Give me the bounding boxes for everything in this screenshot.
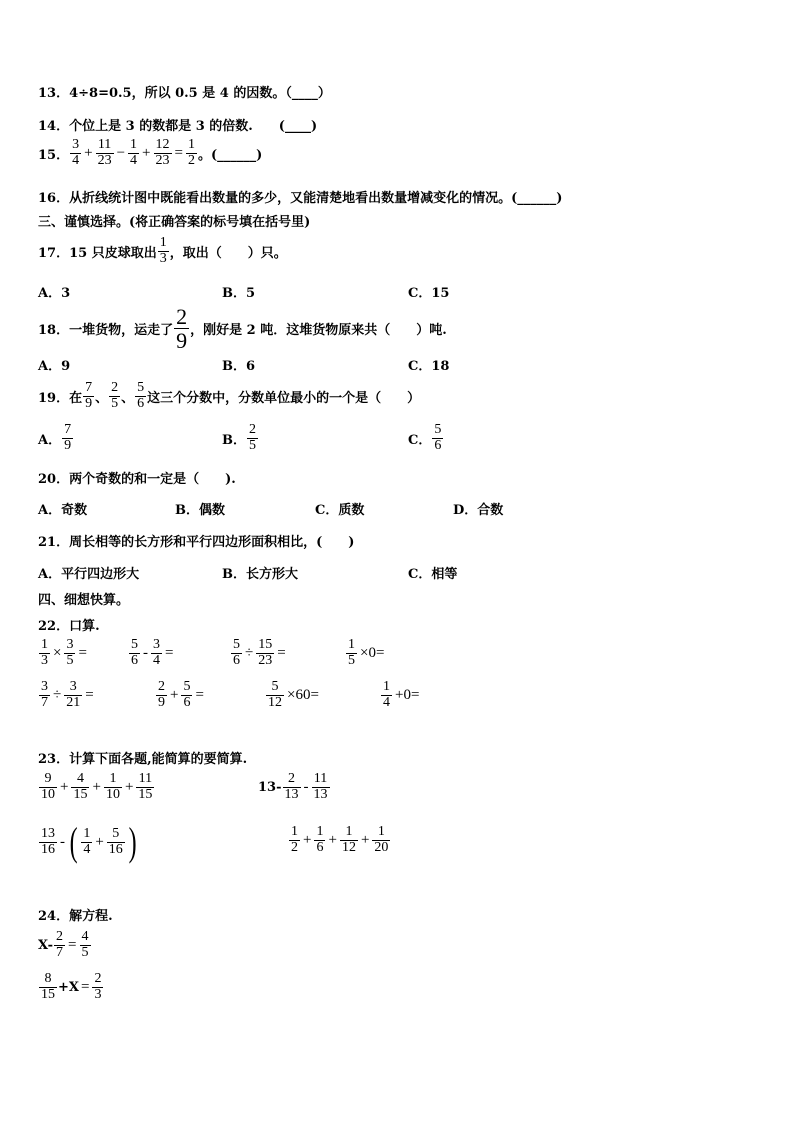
option-b[interactable]: B． $\frac{2}{5}$: [222, 422, 256, 453]
fraction: $\frac{7}{9}$: [64, 422, 72, 453]
equation-2: $\frac{8}{15}$ +X = $\frac{2}{3}$: [41, 971, 102, 1002]
oral-expr-8: $\frac{1}{4}$ +0=: [383, 679, 420, 710]
option-b[interactable]: B．长方形大: [222, 567, 298, 582]
calc-expr-3: $\frac{13}{16}$ - ( $\frac{1}{4}$ + $\frac{5}{16}$ ): [41, 819, 137, 864]
option-c[interactable]: C． $\frac{5}{6}$: [408, 422, 442, 453]
fraction: $\frac{5}{6}$: [137, 380, 145, 411]
question-19: 19．在 $\frac{7}{9}$ 、 $\frac{2}{5}$ 、 $\frac{5}{6}$ 这三个分数中，分数单位最小的一个是（ ）: [38, 380, 421, 411]
question-22: 22．口算.: [38, 619, 100, 634]
fraction: $\frac{3}{4}$: [72, 137, 80, 168]
fraction: $\frac{12}{23}$: [155, 137, 170, 168]
oral-expr-7: $\frac{5}{12}$ ×60=: [268, 679, 319, 710]
question-24: 24．解方程.: [38, 909, 113, 924]
option-b[interactable]: B．5: [222, 286, 256, 301]
question-20: 20．两个奇数的和一定是（ ).: [38, 472, 236, 487]
question-18: 18．一堆货物，运走了 $\frac{2}{9}$ ，刚好是 2 吨．这堆货物原来共（ ）吨.: [38, 304, 447, 354]
fraction: $\frac{1}{2}$: [187, 137, 195, 168]
oral-expr-6: $\frac{2}{9}$ + $\frac{5}{6}$ =: [158, 679, 204, 710]
fraction: $\frac{11}{23}$: [97, 137, 112, 168]
question-13: 13．4÷8=0.5，所以 0.5 是 4 的因数。（____）: [38, 86, 331, 101]
equation-1: X- $\frac{2}{7}$ = $\frac{4}{5}$: [38, 929, 89, 960]
option-b[interactable]: B．偶数: [175, 503, 225, 518]
question-23: 23．计算下面各题,能简算的要简算.: [38, 752, 248, 767]
option-c[interactable]: C．18: [408, 359, 450, 374]
oral-expr-3: $\frac{5}{6}$ ÷ $\frac{15}{23}$ =: [233, 637, 286, 668]
question-14: 14．个位上是 3 的数都是 3 的倍数. (____): [38, 119, 318, 134]
question-17: 17．15 只皮球取出 $\frac{1}{3}$ ，取出（ ）只。: [38, 235, 287, 266]
question-21: 21．周长相等的长方形和平行四边形面积相比，( ): [38, 535, 355, 550]
oral-expr-5: $\frac{3}{7}$ ÷ $\frac{3}{21}$ =: [41, 679, 94, 710]
calc-expr-4: $\frac{1}{2}$ + $\frac{1}{6}$ + $\frac{1}{12}$ + $\frac{1}{20}$: [291, 824, 389, 855]
option-b[interactable]: B．6: [222, 359, 256, 374]
calc-expr-1: $\frac{9}{10}$ + $\frac{4}{15}$ + $\frac{1}{10}$ + $\frac{11}{15}$: [41, 771, 153, 802]
fraction: $\frac{2}{5}$: [249, 422, 256, 453]
question-16: 16．从折线统计图中既能看出数量的多少，又能清楚地看出数量增减变化的情况。(______): [38, 191, 563, 206]
option-c[interactable]: C．相等: [408, 567, 458, 582]
option-a[interactable]: A． $\frac{7}{9}$: [38, 422, 72, 453]
option-d[interactable]: D．合数: [453, 503, 504, 518]
option-a[interactable]: A．平行四边形大: [38, 567, 140, 582]
fraction: $\frac{1}{3}$: [159, 235, 167, 266]
fraction: $\frac{1}{4}$: [130, 137, 138, 168]
fraction: $\frac{2}{9}$: [176, 304, 188, 354]
calc-expr-2: 13- $\frac{2}{13}$ - $\frac{11}{13}$: [258, 771, 328, 802]
question-15: 15． $\frac{3}{4}$ + $\frac{11}{23}$ − $\frac{1}{4}$ + $\frac{12}{23}$ = $\frac{1}{2}$ 。(______): [38, 137, 263, 168]
option-a[interactable]: A．3: [38, 286, 71, 301]
oral-expr-1: $\frac{1}{3}$ × $\frac{3}{5}$ =: [41, 637, 87, 668]
option-c[interactable]: C．质数: [315, 503, 365, 518]
section-4-heading: 四、细想快算。: [38, 593, 130, 608]
fraction: $\frac{7}{9}$: [85, 380, 93, 411]
option-c[interactable]: C．15: [408, 286, 450, 301]
oral-expr-2: $\frac{5}{6}$ - $\frac{3}{4}$ =: [131, 637, 174, 668]
fraction: $\frac{2}{5}$: [111, 380, 119, 411]
option-a[interactable]: A．9: [38, 359, 71, 374]
fraction: $\frac{5}{6}$: [434, 422, 442, 453]
oral-expr-4: $\frac{1}{5}$ ×0=: [348, 637, 385, 668]
section-3-heading: 三、谨慎选择。(将正确答案的标号填在括号里): [38, 215, 311, 230]
option-a[interactable]: A．奇数: [38, 503, 88, 518]
